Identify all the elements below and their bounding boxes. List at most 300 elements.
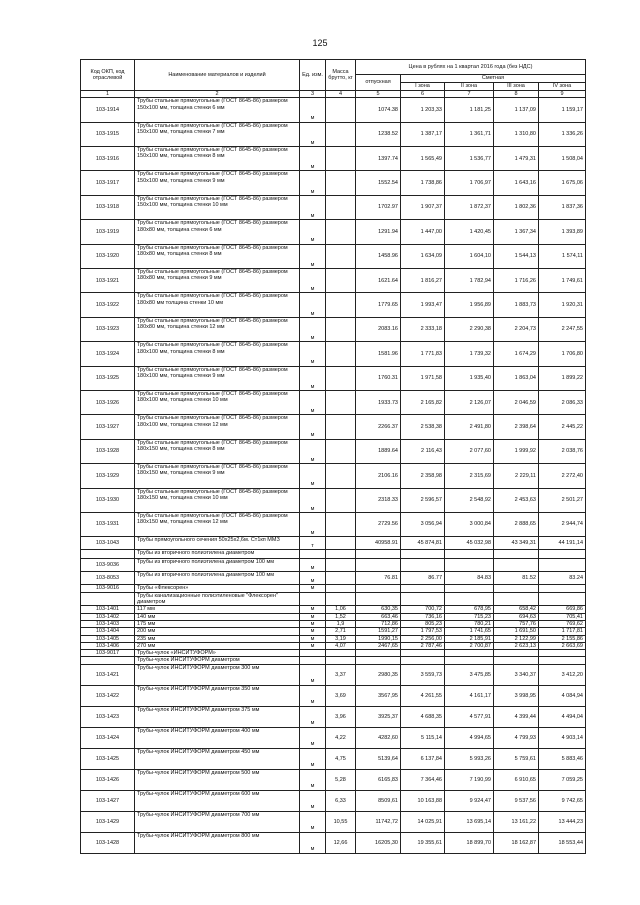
row-zone1-price: 2 333,18 bbox=[401, 317, 445, 341]
row-zone3-price: 1 479,31 bbox=[494, 147, 539, 171]
table-row bbox=[81, 811, 586, 832]
row-zone2-price bbox=[445, 650, 494, 657]
row-zone3-price: 13 161,22 bbox=[494, 811, 539, 832]
row-mass: 4,75 bbox=[326, 748, 356, 769]
row-mass: 4,22 bbox=[326, 727, 356, 748]
row-unit: м bbox=[300, 122, 326, 146]
row-zone3-price: 2 623,13 bbox=[494, 642, 539, 649]
row-zone4-price bbox=[539, 559, 586, 572]
row-zone1-price: 2 358,98 bbox=[401, 464, 445, 488]
table-row bbox=[81, 195, 586, 219]
table-row bbox=[81, 635, 586, 642]
row-mass bbox=[326, 650, 356, 657]
row-mass: 12,66 bbox=[326, 832, 356, 853]
row-code: 103-1429 bbox=[81, 811, 135, 832]
table-row bbox=[81, 171, 586, 195]
row-zone4-price: 7 059,25 bbox=[539, 769, 586, 790]
row-mass: 5,28 bbox=[326, 769, 356, 790]
row-zone4-price: 4 084,94 bbox=[539, 685, 586, 706]
row-zone4-price: 18 553,44 bbox=[539, 832, 586, 853]
column-number: 2 bbox=[135, 91, 300, 98]
row-zone3-price bbox=[494, 592, 539, 606]
row-release-price: 1760.31 bbox=[356, 366, 401, 390]
row-name: Трубы-чулок ИНСИТУФОРМ диаметром 500 мм bbox=[135, 769, 300, 790]
row-zone4-price: 1 393,89 bbox=[539, 220, 586, 244]
row-code: 103-1404 bbox=[81, 628, 135, 635]
row-mass: 1,9 bbox=[326, 620, 356, 627]
row-zone2-price: 2 700,87 bbox=[445, 642, 494, 649]
row-unit bbox=[300, 650, 326, 657]
row-name: Трубы из вторичного полиэтилена диаметром bbox=[135, 550, 300, 559]
row-zone2-price: 84.83 bbox=[445, 572, 494, 585]
table-row bbox=[81, 657, 586, 664]
row-unit: м bbox=[300, 572, 326, 585]
row-code: 103-1422 bbox=[81, 685, 135, 706]
row-name: Трубы-чулок ИНСИТУФОРМ диаметром 800 мм bbox=[135, 832, 300, 853]
row-zone2-price: 1 420,45 bbox=[445, 220, 494, 244]
row-zone2-price: 678,95 bbox=[445, 606, 494, 613]
row-release-price: 76.81 bbox=[356, 572, 401, 585]
table-row bbox=[81, 122, 586, 146]
row-zone1-price: 2 538,38 bbox=[401, 415, 445, 439]
row-name: Трубы-чулок ИНСИТУФОРМ диаметром 300 мм bbox=[135, 664, 300, 685]
table-row bbox=[81, 439, 586, 463]
row-zone4-price: 2 663,69 bbox=[539, 642, 586, 649]
row-code: 103-1917 bbox=[81, 171, 135, 195]
row-zone3-price: 1 643,16 bbox=[494, 171, 539, 195]
row-unit bbox=[300, 592, 326, 606]
row-mass bbox=[326, 122, 356, 146]
row-code: 103-1918 bbox=[81, 195, 135, 219]
row-release-price: 1591,27 bbox=[356, 628, 401, 635]
row-code: 103-9016 bbox=[81, 585, 135, 592]
row-zone1-price: 1 738,86 bbox=[401, 171, 445, 195]
row-release-price bbox=[356, 585, 401, 592]
row-code: 103-1921 bbox=[81, 269, 135, 293]
row-code: 103-8053 bbox=[81, 572, 135, 585]
row-unit: м bbox=[300, 628, 326, 635]
table-row bbox=[81, 391, 586, 415]
row-mass bbox=[326, 195, 356, 219]
header-mass: Масса брутто, кг bbox=[326, 60, 356, 91]
table-row bbox=[81, 147, 586, 171]
row-mass bbox=[326, 415, 356, 439]
table-row bbox=[81, 706, 586, 727]
header-estimate: Сметная bbox=[401, 75, 586, 83]
column-number: 9 bbox=[539, 91, 586, 98]
row-zone4-price: 4 494,04 bbox=[539, 706, 586, 727]
row-zone3-price: 1 544,13 bbox=[494, 244, 539, 268]
row-zone4-price: 2 247,55 bbox=[539, 317, 586, 341]
row-zone3-price: 3 998,95 bbox=[494, 685, 539, 706]
row-zone4-price: 3 412,20 bbox=[539, 664, 586, 685]
row-code bbox=[81, 657, 135, 664]
row-zone1-price: 1 816,27 bbox=[401, 269, 445, 293]
row-zone1-price: 4 261,55 bbox=[401, 685, 445, 706]
row-release-price: 5139,64 bbox=[356, 748, 401, 769]
row-release-price: 2266.37 bbox=[356, 415, 401, 439]
table-row bbox=[81, 685, 586, 706]
row-mass bbox=[326, 572, 356, 585]
row-zone2-price: 4 994,65 bbox=[445, 727, 494, 748]
row-code: 103-1423 bbox=[81, 706, 135, 727]
row-mass bbox=[326, 244, 356, 268]
row-zone1-price: 19 355,61 bbox=[401, 832, 445, 853]
header-release: отпускная bbox=[356, 75, 401, 91]
header-zone-1: I зона bbox=[401, 83, 445, 91]
row-code: 103-1923 bbox=[81, 317, 135, 341]
row-unit: м bbox=[300, 220, 326, 244]
row-unit bbox=[300, 550, 326, 559]
row-name: Трубы стальные прямоугольные (ГОСТ 8645-86) размером 180х100 мм, толщина стенки 8 мм bbox=[135, 342, 300, 366]
row-zone3-price: 4 799,93 bbox=[494, 727, 539, 748]
row-unit bbox=[300, 657, 326, 664]
row-zone1-price bbox=[401, 657, 445, 664]
row-zone2-price: 9 924,47 bbox=[445, 790, 494, 811]
row-unit: м bbox=[300, 147, 326, 171]
header-unit: Ед. изм. bbox=[300, 60, 326, 91]
price-table bbox=[80, 59, 586, 854]
row-zone4-price bbox=[539, 650, 586, 657]
table-row bbox=[81, 559, 586, 572]
table-row bbox=[81, 342, 586, 366]
row-unit: т bbox=[300, 537, 326, 550]
table-row bbox=[81, 244, 586, 268]
row-zone2-price: 1 361,71 bbox=[445, 122, 494, 146]
row-mass bbox=[326, 439, 356, 463]
row-mass bbox=[326, 366, 356, 390]
row-unit: м bbox=[300, 342, 326, 366]
row-zone1-price bbox=[401, 559, 445, 572]
row-zone1-price: 1 993,47 bbox=[401, 293, 445, 317]
row-mass: 1,52 bbox=[326, 613, 356, 620]
row-zone3-price: 6 910,65 bbox=[494, 769, 539, 790]
row-zone3-price: 1 310,80 bbox=[494, 122, 539, 146]
row-zone2-price: 2 077,60 bbox=[445, 439, 494, 463]
row-name: Трубы-чулок ИНСИТУФОРМ диаметром 600 мм bbox=[135, 790, 300, 811]
row-mass: 2,71 bbox=[326, 628, 356, 635]
table-row bbox=[81, 650, 586, 657]
row-zone1-price: 14 025,91 bbox=[401, 811, 445, 832]
row-release-price bbox=[356, 650, 401, 657]
column-number: 1 bbox=[81, 91, 135, 98]
table-row bbox=[81, 642, 586, 649]
row-code: 103-1924 bbox=[81, 342, 135, 366]
row-zone1-price: 1 971,58 bbox=[401, 366, 445, 390]
row-release-price: 1889.64 bbox=[356, 439, 401, 463]
row-zone2-price: 7 190,99 bbox=[445, 769, 494, 790]
row-zone2-price: 1 181,25 bbox=[445, 98, 494, 122]
row-unit: м bbox=[300, 244, 326, 268]
row-zone2-price bbox=[445, 550, 494, 559]
row-zone3-price: 2 229,11 bbox=[494, 464, 539, 488]
row-release-price: 1990,15 bbox=[356, 635, 401, 642]
table-row bbox=[81, 727, 586, 748]
row-zone2-price: 1 604,10 bbox=[445, 244, 494, 268]
table-row bbox=[81, 748, 586, 769]
row-mass bbox=[326, 657, 356, 664]
table-row bbox=[81, 613, 586, 620]
row-zone3-price: 757,76 bbox=[494, 620, 539, 627]
row-zone4-price: 705,41 bbox=[539, 613, 586, 620]
row-code: 103-1919 bbox=[81, 220, 135, 244]
table-row bbox=[81, 769, 586, 790]
row-name: Трубы стальные прямоугольные (ГОСТ 8645-86) размером 180х80 мм, толщина стенки 12 мм bbox=[135, 317, 300, 341]
row-name: Трубы стальные прямоугольные (ГОСТ 8645-86) размером 180х100 мм, толщина стенки 12 мм bbox=[135, 415, 300, 439]
header-zone-4: IV зона bbox=[539, 83, 586, 91]
row-code: 103-1427 bbox=[81, 790, 135, 811]
row-zone4-price bbox=[539, 592, 586, 606]
table-row bbox=[81, 488, 586, 512]
row-zone2-price: 4 161,17 bbox=[445, 685, 494, 706]
row-release-price: 40958.91 bbox=[356, 537, 401, 550]
row-name: Трубы стальные прямоугольные (ГОСТ 8645-86) размером 180х150 мм, толщина стенки 10 мм bbox=[135, 488, 300, 512]
row-mass bbox=[326, 488, 356, 512]
row-name: Трубы-чулок ИНСИТУФОРМ диаметром 700 мм bbox=[135, 811, 300, 832]
row-release-price: 1702.97 bbox=[356, 195, 401, 219]
row-zone1-price bbox=[401, 650, 445, 657]
row-zone4-price: 2 445,22 bbox=[539, 415, 586, 439]
row-zone3-price: 1 883,73 bbox=[494, 293, 539, 317]
row-zone1-price bbox=[401, 585, 445, 592]
row-code: 103-1406 bbox=[81, 642, 135, 649]
row-zone4-price: 2 501,27 bbox=[539, 488, 586, 512]
row-unit: м bbox=[300, 391, 326, 415]
row-code: 103-1928 bbox=[81, 439, 135, 463]
row-code: 103-1926 bbox=[81, 391, 135, 415]
row-zone3-price: 694,63 bbox=[494, 613, 539, 620]
row-name: 200 мм bbox=[135, 628, 300, 635]
row-release-price: 2467,65 bbox=[356, 642, 401, 649]
row-zone2-price: 13 695,14 bbox=[445, 811, 494, 832]
table-row bbox=[81, 512, 586, 536]
row-code: 103-1920 bbox=[81, 244, 135, 268]
row-zone1-price: 1 447,00 bbox=[401, 220, 445, 244]
table-row bbox=[81, 220, 586, 244]
row-mass: 3,69 bbox=[326, 685, 356, 706]
row-release-price: 1074.38 bbox=[356, 98, 401, 122]
column-number: 4 bbox=[326, 91, 356, 98]
row-zone4-price: 669,86 bbox=[539, 606, 586, 613]
row-zone1-price: 10 163,88 bbox=[401, 790, 445, 811]
row-zone1-price: 700,72 bbox=[401, 606, 445, 613]
row-zone2-price: 5 993,26 bbox=[445, 748, 494, 769]
row-release-price: 2980,35 bbox=[356, 664, 401, 685]
row-name: Трубы стальные прямоугольные (ГОСТ 8645-86) размером 150х100 мм, толщина стенки 10 мм bbox=[135, 195, 300, 219]
row-release-price: 4282,60 bbox=[356, 727, 401, 748]
row-unit: м bbox=[300, 620, 326, 627]
row-zone4-price: 1 717,81 bbox=[539, 628, 586, 635]
row-zone1-price: 2 165,82 bbox=[401, 391, 445, 415]
row-zone4-price: 2 155,86 bbox=[539, 635, 586, 642]
row-zone2-price bbox=[445, 657, 494, 664]
row-release-price: 6165,83 bbox=[356, 769, 401, 790]
row-mass: 4,07 bbox=[326, 642, 356, 649]
row-name: Трубы прямоугольного сечения 50х25х2,6м. Ст1кп ММЗ bbox=[135, 537, 300, 550]
row-zone3-price bbox=[494, 550, 539, 559]
row-mass bbox=[326, 98, 356, 122]
row-zone2-price: 1 872,37 bbox=[445, 195, 494, 219]
row-zone2-price: 1 536,77 bbox=[445, 147, 494, 171]
row-zone4-price: 4 903,14 bbox=[539, 727, 586, 748]
page-number: 125 bbox=[312, 38, 328, 48]
row-release-price bbox=[356, 657, 401, 664]
row-zone2-price: 1 956,89 bbox=[445, 293, 494, 317]
table-row bbox=[81, 269, 586, 293]
row-zone2-price: 780,21 bbox=[445, 620, 494, 627]
row-zone3-price: 2 888,65 bbox=[494, 512, 539, 536]
row-code: 103-1931 bbox=[81, 512, 135, 536]
row-zone4-price: 1 899,22 bbox=[539, 366, 586, 390]
row-zone2-price: 45 032,98 bbox=[445, 537, 494, 550]
row-zone1-price: 1 771,83 bbox=[401, 342, 445, 366]
row-zone2-price: 2 548,92 bbox=[445, 488, 494, 512]
row-zone3-price: 1 691,50 bbox=[494, 628, 539, 635]
row-zone3-price: 43 349,31 bbox=[494, 537, 539, 550]
row-unit: м bbox=[300, 642, 326, 649]
row-name: 175 мм bbox=[135, 620, 300, 627]
row-unit: м bbox=[300, 769, 326, 790]
row-name: Трубы канализационные полиэтиленовые "Флексорен" диаметром bbox=[135, 592, 300, 606]
row-name: Трубы «Флексорен» bbox=[135, 585, 300, 592]
row-zone2-price: 2 185,91 bbox=[445, 635, 494, 642]
table-row bbox=[81, 790, 586, 811]
row-release-price: 16205,30 bbox=[356, 832, 401, 853]
row-release-price: 8509,61 bbox=[356, 790, 401, 811]
row-zone3-price: 2 046,59 bbox=[494, 391, 539, 415]
row-code: 103-1043 bbox=[81, 537, 135, 550]
row-mass: 3,19 bbox=[326, 635, 356, 642]
header-name: Наименование материалов и изделий bbox=[135, 60, 300, 91]
row-name: Трубы стальные прямоугольные (ГОСТ 8645-86) размером 180х80 мм, толщина стенки 6 мм bbox=[135, 220, 300, 244]
table-row bbox=[81, 606, 586, 613]
row-release-price: 1933.73 bbox=[356, 391, 401, 415]
row-zone3-price: 18 162,87 bbox=[494, 832, 539, 853]
row-zone2-price: 2 126,07 bbox=[445, 391, 494, 415]
row-unit: м bbox=[300, 366, 326, 390]
row-mass: 10,55 bbox=[326, 811, 356, 832]
row-name: Трубы стальные прямоугольные (ГОСТ 8645-86) размером 180х100 мм, толщина стенки 9 мм bbox=[135, 366, 300, 390]
row-mass: 6,33 bbox=[326, 790, 356, 811]
row-name: Трубы из вторичного полиэтилена диаметром 100 мм bbox=[135, 559, 300, 572]
row-zone4-price: 1 706,80 bbox=[539, 342, 586, 366]
row-mass: 1,06 bbox=[326, 606, 356, 613]
row-zone1-price: 7 364,46 bbox=[401, 769, 445, 790]
row-zone3-price bbox=[494, 585, 539, 592]
row-zone1-price: 1 565,49 bbox=[401, 147, 445, 171]
table-row bbox=[81, 366, 586, 390]
column-number: 6 bbox=[401, 91, 445, 98]
row-code: 103-1930 bbox=[81, 488, 135, 512]
row-code: 103-1916 bbox=[81, 147, 135, 171]
table-row bbox=[81, 572, 586, 585]
row-name: Трубы стальные прямоугольные (ГОСТ 8645-86) размером 180х150 мм, толщина стенки 12 мм bbox=[135, 512, 300, 536]
row-zone2-price: 1 935,40 bbox=[445, 366, 494, 390]
row-zone2-price: 1 739,32 bbox=[445, 342, 494, 366]
row-mass bbox=[326, 585, 356, 592]
row-zone4-price: 1 675,06 bbox=[539, 171, 586, 195]
row-zone3-price: 5 759,61 bbox=[494, 748, 539, 769]
header-zone-2: II зона bbox=[445, 83, 494, 91]
row-name: Трубы стальные прямоугольные (ГОСТ 8645-86) размером 180х150 мм, толщина стенки 9 мм bbox=[135, 464, 300, 488]
row-zone4-price: 1 837,36 bbox=[539, 195, 586, 219]
row-zone1-price: 6 137,84 bbox=[401, 748, 445, 769]
row-zone4-price: 1 508,04 bbox=[539, 147, 586, 171]
row-unit: м bbox=[300, 811, 326, 832]
row-zone4-price: 1 920,31 bbox=[539, 293, 586, 317]
row-unit: м bbox=[300, 685, 326, 706]
row-unit: м bbox=[300, 269, 326, 293]
row-zone4-price: 1 574,11 bbox=[539, 244, 586, 268]
row-unit: м bbox=[300, 317, 326, 341]
row-name: 270 мм bbox=[135, 642, 300, 649]
row-name: Трубы-чулок ИНСИТУФОРМ диаметром 375 мм bbox=[135, 706, 300, 727]
row-release-price: 1458.96 bbox=[356, 244, 401, 268]
row-release-price: 630,35 bbox=[356, 606, 401, 613]
row-zone1-price: 1 634,09 bbox=[401, 244, 445, 268]
row-zone3-price: 81.52 bbox=[494, 572, 539, 585]
row-mass bbox=[326, 220, 356, 244]
row-code: 103-9036 bbox=[81, 559, 135, 572]
row-mass bbox=[326, 559, 356, 572]
table-row bbox=[81, 550, 586, 559]
row-code: 103-1925 bbox=[81, 366, 135, 390]
table-row bbox=[81, 620, 586, 627]
row-name: Трубы из вторичного полиэтилена диаметром 100 мм bbox=[135, 572, 300, 585]
row-zone4-price: 44 191,14 bbox=[539, 537, 586, 550]
header-price: Цена в рублях на 1 квартал 2016 года (без НДС) bbox=[356, 60, 586, 75]
row-release-price: 663,46 bbox=[356, 613, 401, 620]
row-mass bbox=[326, 592, 356, 606]
row-unit: м bbox=[300, 613, 326, 620]
row-zone3-price: 1 137,09 bbox=[494, 98, 539, 122]
row-mass: 3,96 bbox=[326, 706, 356, 727]
row-code: 103-1403 bbox=[81, 620, 135, 627]
row-zone1-price: 86.77 bbox=[401, 572, 445, 585]
row-release-price bbox=[356, 592, 401, 606]
row-zone4-price: 13 444,23 bbox=[539, 811, 586, 832]
row-zone3-price: 1 674,29 bbox=[494, 342, 539, 366]
row-code: 103-1922 bbox=[81, 293, 135, 317]
row-zone3-price: 658,42 bbox=[494, 606, 539, 613]
row-zone1-price: 1 907,37 bbox=[401, 195, 445, 219]
row-mass bbox=[326, 464, 356, 488]
row-release-price: 2729.56 bbox=[356, 512, 401, 536]
row-zone3-price: 4 399,44 bbox=[494, 706, 539, 727]
row-unit: м bbox=[300, 488, 326, 512]
row-unit: м bbox=[300, 98, 326, 122]
row-zone1-price: 2 116,43 bbox=[401, 439, 445, 463]
row-release-price: 1291.94 bbox=[356, 220, 401, 244]
row-mass bbox=[326, 391, 356, 415]
row-zone1-price: 1 203,33 bbox=[401, 98, 445, 122]
row-zone2-price: 1 782,94 bbox=[445, 269, 494, 293]
table-row bbox=[81, 664, 586, 685]
row-zone4-price: 2 038,76 bbox=[539, 439, 586, 463]
row-zone3-price: 9 537,56 bbox=[494, 790, 539, 811]
row-name: Трубы стальные прямоугольные (ГОСТ 8645-86) размером 180х100 мм, толщина стенки 10 мм bbox=[135, 391, 300, 415]
row-release-price: 712,86 bbox=[356, 620, 401, 627]
row-zone4-price: 1 336,26 bbox=[539, 122, 586, 146]
row-unit: м bbox=[300, 790, 326, 811]
row-zone4-price: 1 159,17 bbox=[539, 98, 586, 122]
row-release-price: 2083.16 bbox=[356, 317, 401, 341]
row-code: 103-1402 bbox=[81, 613, 135, 620]
table-row bbox=[81, 585, 586, 592]
row-release-price: 3567,95 bbox=[356, 685, 401, 706]
row-unit: м bbox=[300, 415, 326, 439]
row-zone4-price bbox=[539, 585, 586, 592]
